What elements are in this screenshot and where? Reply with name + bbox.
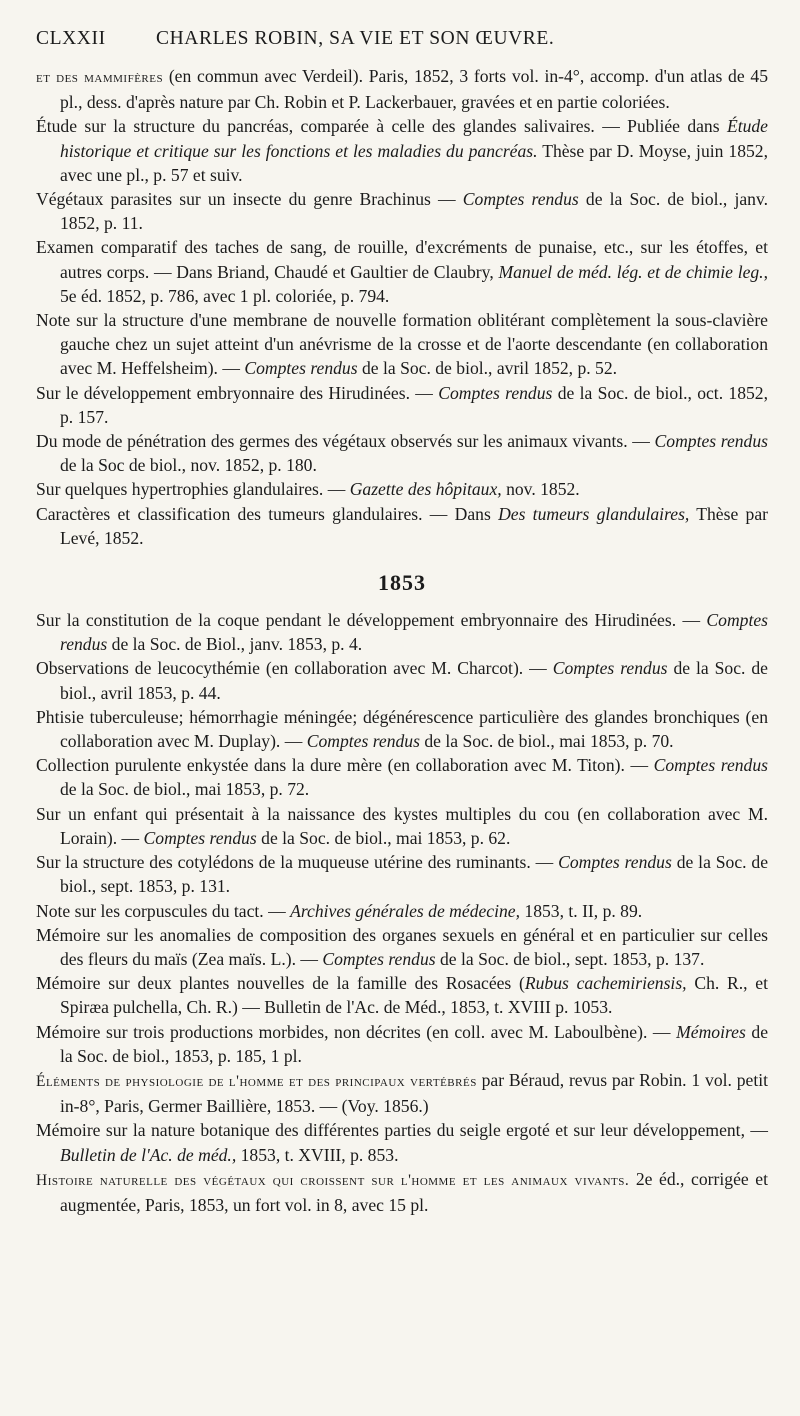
bibliography-entry	[36, 235, 768, 308]
bibliography-entry	[36, 753, 768, 801]
entry-ital: Comptes rendus	[60, 610, 768, 655]
entry-text: Mémoire sur la nature botanique des différentes parties du seigle ergoté et sur leur développement, —	[36, 1120, 768, 1141]
entry-lead: Histoire naturelle des végétaux qui croissent sur l'homme et les animaux vivants.	[36, 1171, 630, 1189]
page-number: CLXXII	[36, 28, 106, 49]
entry-tail: de la Soc. de biol., avril 1853, p. 44.	[60, 658, 768, 703]
entry-tail: Thèse par Levé, 1852.	[60, 503, 768, 548]
bibliography-entry	[36, 187, 768, 235]
entry-ital: Comptes rendus	[462, 189, 579, 210]
bibliography-entry	[36, 308, 768, 381]
entry-text: Examen comparatif des taches de sang, de rouille, d'excréments de punaise, etc., sur les étoffes, et autres corps. — Dans Briand, Chaudé et Gaultier de Claubry,	[36, 237, 768, 282]
entry-ital: Comptes rendus	[558, 852, 672, 873]
entry-ital: Manuel de méd. lég. et de chimie leg.	[498, 261, 764, 282]
bibliography-entry	[36, 1167, 768, 1217]
entry-tail: de la Soc. de biol., mai 1853, p. 72.	[60, 779, 310, 800]
bibliography-entry	[36, 429, 768, 477]
entry-ital: Mémoires	[676, 1021, 746, 1042]
bibliography-entry	[36, 971, 768, 1019]
running-header	[36, 28, 768, 64]
entry-text: Mémoire sur les anomalies de composition des organes sexuels en général et en particulier sur celles des fleurs du maïs (Zea maïs. L.). —	[36, 924, 768, 969]
bibliography-entry	[36, 656, 768, 704]
entry-text: Collection purulente enkystée dans la dure mère (en collaboration avec M. Titon). —	[36, 755, 654, 776]
entry-text: 2e éd., corrigée et augmentée, Paris, 1853, un fort vol. in 8, avec 15 pl.	[60, 1168, 768, 1215]
bibliography-entry	[36, 1020, 768, 1068]
entry-tail: de la Soc de biol., nov. 1852, p. 180.	[60, 455, 317, 476]
entry-lead: et des mammifères	[36, 69, 164, 86]
entry-text: Caractères et classification des tumeurs glandulaires. — Dans	[36, 503, 499, 524]
entry-ital: Des tumeurs glandulaires,	[498, 503, 690, 524]
entry-tail: de la Soc. de biol., sept. 1853, p. 137.	[435, 948, 705, 969]
bibliography-entry	[36, 608, 768, 656]
bibliography-entry	[36, 923, 768, 971]
bibliography-entry	[36, 899, 768, 923]
entry-text: (en commun avec Verdeil). Paris, 1852, 3 forts vol. in-4°, accomp. d'un atlas de 45 pl., dess. d'après nature par Ch. Robin et P. Lackerbauer, gravées et en partie coloriées.	[60, 66, 768, 113]
entry-tail: de la Soc. de biol., oct. 1852, p. 157.	[60, 382, 769, 427]
entry-tail: , 5e éd. 1852, p. 786, avec 1 pl. coloriée, p. 794.	[60, 261, 768, 306]
entry-text: Note sur la structure d'une membrane de nouvelle formation oblitérant complètement la sous-clavière gauche chez un sujet atteint d'un anévrisme de la crosse et de l'aorte descendante (en collaboration avec M. Heffelsheim). —	[36, 310, 768, 379]
entry-text: Étude sur la structure du pancréas, comparée à celle des glandes salivaires. — Publiée dans	[36, 116, 727, 137]
entry-tail: nov. 1852.	[501, 479, 580, 500]
entry-ital: Comptes rendus	[306, 731, 420, 752]
bibliography-entry	[36, 502, 768, 550]
entry-ital: Bulletin de l'Ac. de méd.,	[60, 1144, 237, 1165]
bibliography-1853	[36, 608, 768, 1217]
bibliography-entry	[36, 705, 768, 753]
entry-text: Du mode de pénétration des germes des végétaux observés sur les animaux vivants. —	[36, 431, 655, 452]
running-title: CHARLES ROBIN, SA VIE ET SON ŒUVRE.	[156, 28, 555, 49]
entry-ital: Comptes rendus	[552, 658, 668, 679]
entry-tail: de la Soc. de biol., 1853, p. 185, 1 pl.	[60, 1021, 769, 1066]
bibliography-entry	[36, 850, 768, 898]
bibliography-entry	[36, 381, 768, 429]
entry-ital: Comptes rendus	[143, 827, 257, 848]
entry-ital: Comptes rendus	[653, 755, 768, 776]
entry-text: Sur quelques hypertrophies glandulaires. —	[36, 479, 350, 500]
year-heading: 1853	[378, 570, 426, 596]
entry-tail: Ch. R., et Spiræa pulchella, Ch. R.) — Bulletin de l'Ac. de Méd., 1853, t. XVIII p. 1053.	[60, 973, 768, 1018]
entry-text: Mémoire sur deux plantes nouvelles de la famille des Rosacées (	[36, 973, 525, 994]
entry-tail: Thèse par D. Moyse, juin 1852, avec une pl., p. 57 et suiv.	[60, 140, 769, 185]
entry-tail: de la Soc. de biol., mai 1853, p. 62.	[256, 827, 511, 848]
entry-text: Observations de leucocythémie (en collaboration avec M. Charcot). —	[36, 658, 553, 679]
entry-tail: de la Soc. de biol., janv. 1852, p. 11.	[60, 189, 769, 234]
entry-ital: Comptes rendus	[244, 358, 358, 379]
entry-ital: Comptes rendus	[654, 431, 768, 452]
entry-ital: Rubus cachemiriensis,	[524, 973, 687, 994]
entry-text: Sur la structure des cotylédons de la muqueuse utérine des ruminants. —	[36, 852, 559, 873]
entry-tail: 1853, t. II, p. 89.	[520, 900, 643, 921]
entry-ital: Étude historique et critique sur les fonctions et les maladies du pancréas.	[60, 116, 768, 161]
entry-text: par Béraud, revus par Robin. 1 vol. petit in-8°, Paris, Germer Baillière, 1853. — (Voy. 1856.)	[60, 1069, 768, 1117]
bibliography-entry	[36, 64, 768, 114]
entry-ital: Comptes rendus	[438, 382, 553, 403]
entry-text: Sur un enfant qui présentait à la naissance des kystes multiples du cou (en collaboration avec M. Lorain). —	[36, 803, 768, 848]
bibliography-entry	[36, 1068, 768, 1118]
entry-ital: Comptes rendus	[322, 948, 436, 969]
entry-ital: Gazette des hôpitaux,	[349, 479, 502, 500]
bibliography-entry	[36, 114, 768, 187]
entry-text: Végétaux parasites sur un insecte du genre Brachinus —	[36, 189, 463, 210]
bibliography-1852	[36, 64, 768, 550]
entry-text: Note sur les corpuscules du tact. —	[36, 900, 291, 921]
entry-ital: Archives générales de médecine,	[290, 900, 520, 921]
entry-text: Sur la constitution de la coque pendant le développement embryonnaire des Hirudinées. —	[36, 610, 707, 631]
entry-tail: de la Soc. de biol., mai 1853, p. 70.	[419, 731, 674, 752]
entry-text: Mémoire sur trois productions morbides, non décrites (en coll. avec M. Laboulbène). —	[36, 1021, 677, 1042]
entry-lead: Éléments de physiologie de l'homme et des principaux vertébrés	[36, 1072, 477, 1090]
entry-tail: de la Soc. de Biol., janv. 1853, p. 4.	[107, 634, 363, 655]
bibliography-entry	[36, 802, 768, 850]
bibliography-entry	[36, 1118, 768, 1166]
bibliography-entry	[36, 477, 768, 501]
entry-tail: de la Soc. de biol., sept. 1853, p. 131.	[60, 852, 769, 897]
entry-tail: de la Soc. de biol., avril 1852, p. 52.	[357, 358, 618, 379]
entry-text: Phtisie tuberculeuse; hémorrhagie méningée; dégénérescence particulière des glandes bronchiques (en collaboration avec M. Duplay). —	[36, 706, 768, 752]
entry-text: Sur le développement embryonnaire des Hirudinées. —	[36, 382, 439, 403]
entry-tail: 1853, t. XVIII, p. 853.	[236, 1144, 399, 1165]
